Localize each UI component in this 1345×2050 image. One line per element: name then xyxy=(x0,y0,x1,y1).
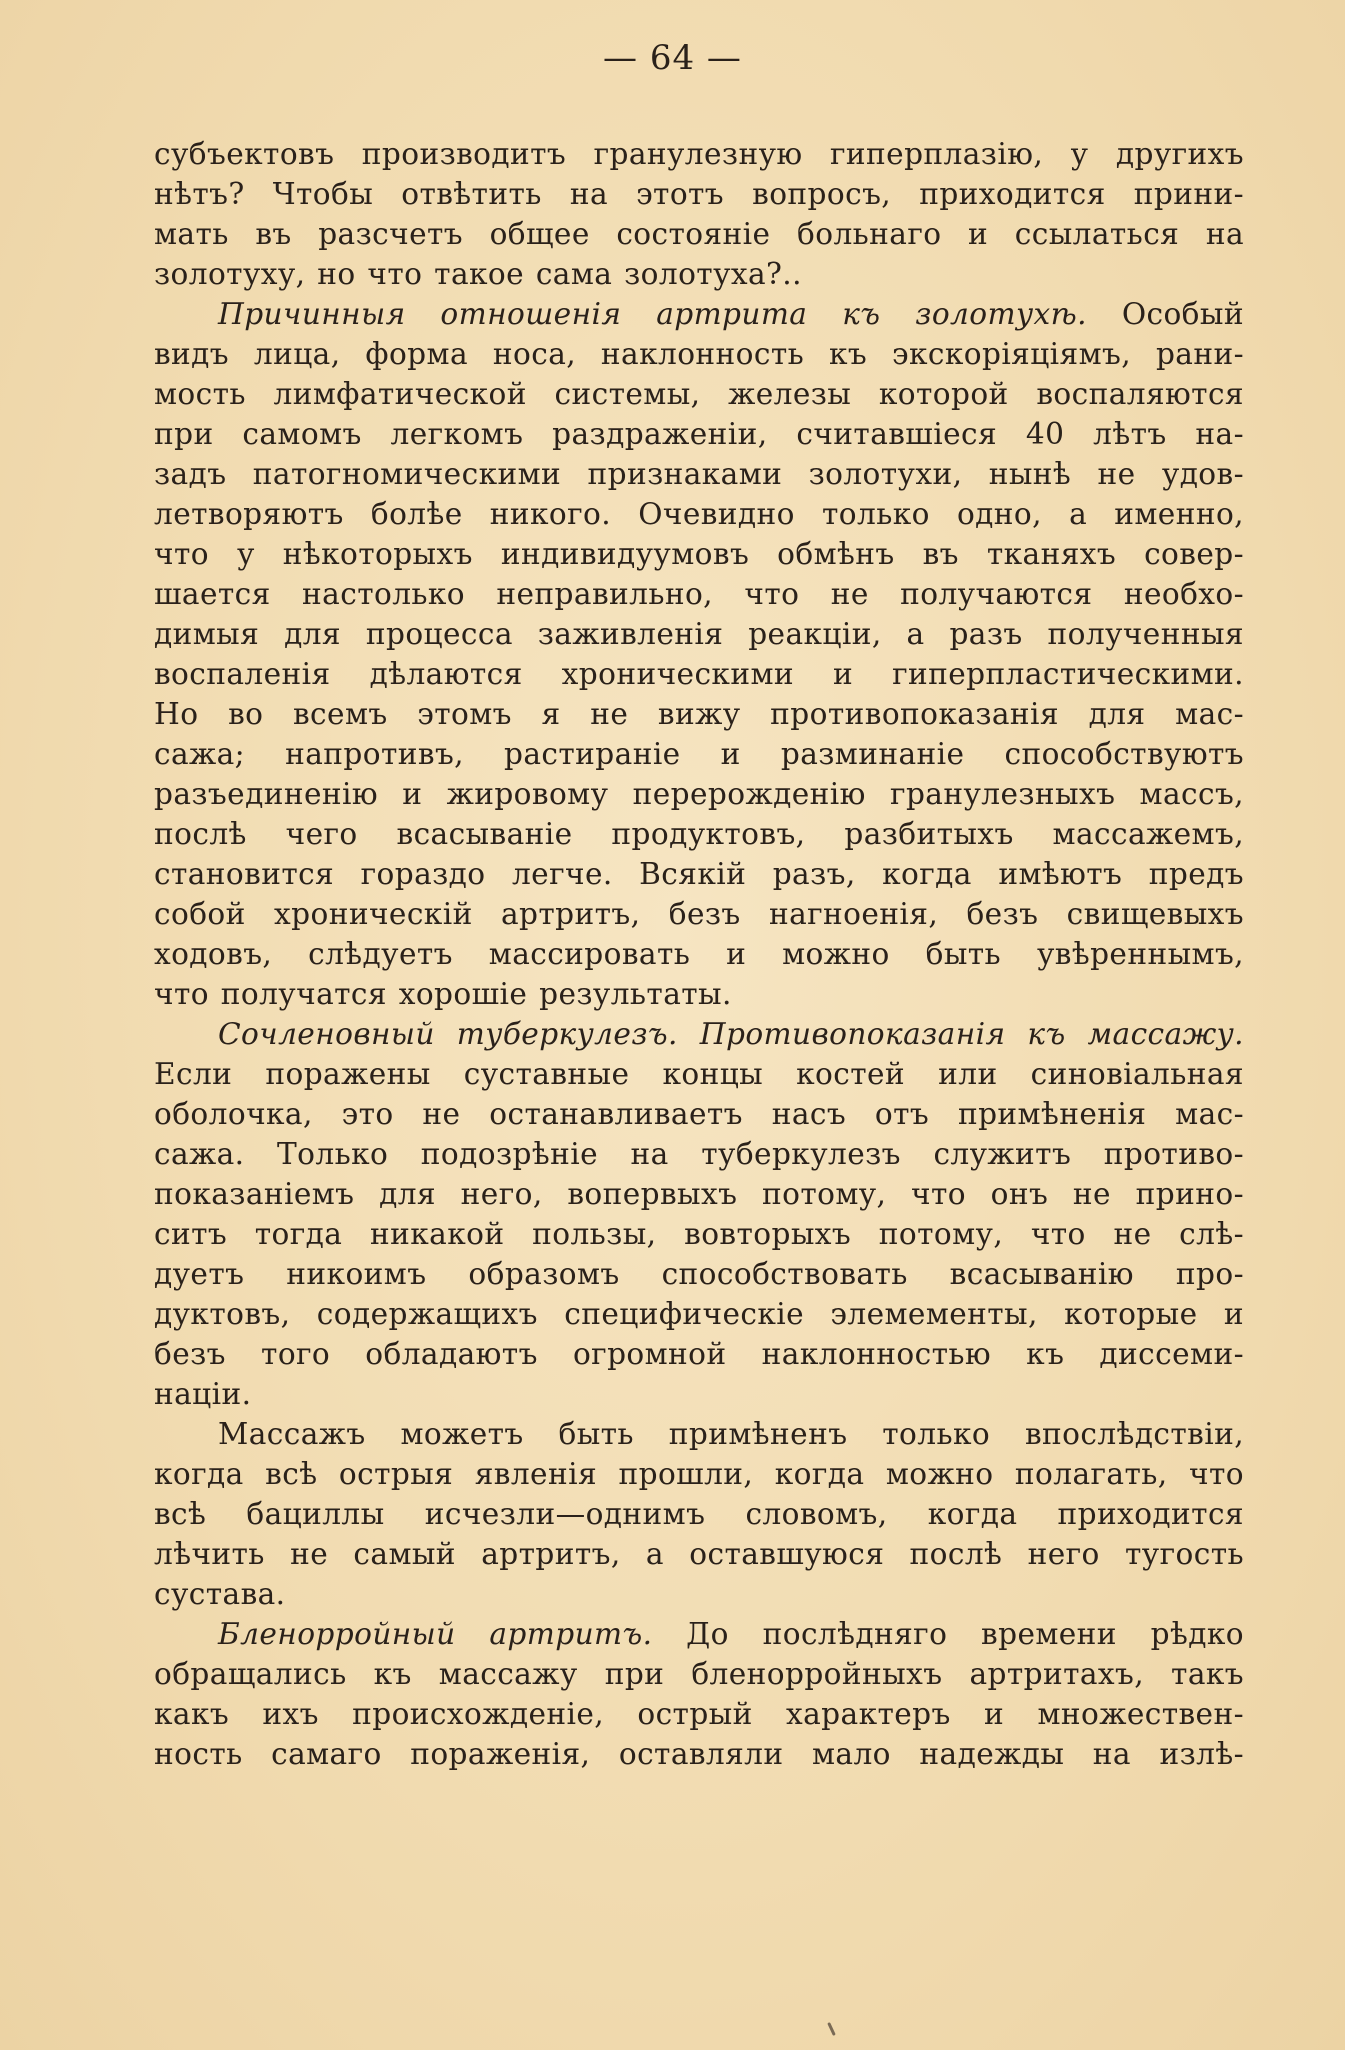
text-line: мость лимфатической системы, железы которой воспаляются xyxy=(154,377,1244,411)
section-heading: Бленорройный артритъ. xyxy=(218,1617,653,1651)
text-line-heading xyxy=(154,1614,1244,1654)
text-line: ность самаго пораженія, оставляли мало надежды на излѣ- xyxy=(154,1737,1244,1771)
text-line: какъ ихъ происхожденіе, острый характеръ и множествен- xyxy=(154,1697,1244,1731)
text-line: шается настолько неправильно, что не получаются необхо- xyxy=(154,577,1244,611)
text-line: Массажъ можетъ быть примѣненъ только впослѣдствіи, xyxy=(218,1417,1244,1451)
text-line: дуетъ никоимъ образомъ способствовать всасыванію про- xyxy=(154,1257,1244,1291)
text-line: при самомъ легкомъ раздраженіи, считавшіеся 40 лѣтъ на- xyxy=(154,417,1244,451)
section-heading: Сочленовный туберкулезъ. Противопоказанія къ массажу. xyxy=(218,1017,1244,1051)
text-line: сустава. xyxy=(154,1577,286,1611)
text-line: оболочка, это не останавливаетъ насъ отъ примѣненія мас- xyxy=(154,1097,1244,1131)
page-number: — 64 — xyxy=(603,38,742,78)
heading-continuation: Особый xyxy=(1086,297,1244,331)
text-line: безъ того обладаютъ огромной наклонностью къ диссеми- xyxy=(154,1337,1244,1371)
text-line: показаніемъ для него, вопервыхъ потому, что онъ не прино- xyxy=(154,1177,1244,1211)
text-line: субъектовъ производитъ гранулезную гиперплазію, у другихъ xyxy=(154,137,1244,171)
text-line-heading xyxy=(154,1014,1244,1054)
text-line: ситъ тогда никакой пользы, вовторыхъ потому, что не слѣ- xyxy=(154,1217,1244,1251)
text-line: летворяютъ болѣе никого. Очевидно только одно, а именно, xyxy=(154,497,1244,531)
text-line: становится гораздо легче. Всякій разъ, когда имѣютъ предъ xyxy=(154,857,1244,891)
text-line: воспаленія дѣлаются хроническими и гиперпластическими. xyxy=(154,657,1244,691)
text-line: сажа. Только подозрѣніе на туберкулезъ служитъ противо- xyxy=(154,1137,1244,1171)
paragraph-1 xyxy=(154,134,1244,294)
section-heading: Причинныя отношенія артрита къ золотухѣ. xyxy=(218,297,1087,331)
text-line: нѣтъ? Чтобы отвѣтить на этотъ вопросъ, приходится прини- xyxy=(154,177,1244,211)
paragraph-2 xyxy=(154,294,1244,1014)
text-line: всѣ бациллы исчезли—однимъ словомъ, когда приходится xyxy=(154,1497,1244,1531)
text-line-heading xyxy=(154,294,1244,334)
paragraph-4 xyxy=(154,1414,1244,1614)
text-line: дуктовъ, содержащихъ специфическіе элемементы, которые и xyxy=(154,1297,1244,1331)
text-line: сажа; напротивъ, растираніе и разминаніе способствуютъ xyxy=(154,737,1244,771)
text-line: золотуху, но что такое сама золотуха?.. xyxy=(154,257,802,291)
text-line: видъ лица, форма носа, наклонность къ экскоріяціямъ, рани- xyxy=(154,337,1244,371)
paragraph-5 xyxy=(154,1614,1244,1774)
body-text xyxy=(154,134,1244,1774)
text-line: лѣчить не самый артритъ, а оставшуюся послѣ него тугость xyxy=(154,1537,1244,1571)
text-line: что у нѣкоторыхъ индивидуумовъ обмѣнъ въ тканяхъ совер- xyxy=(154,537,1244,571)
text-line: разъединенію и жировому перерожденію гранулезныхъ массъ, xyxy=(154,777,1244,811)
text-line: послѣ чего всасываніе продуктовъ, разбитыхъ массажемъ, xyxy=(154,817,1244,851)
text-line: задъ патогномическими признаками золотухи, нынѣ не удов- xyxy=(154,457,1244,491)
text-line: когда всѣ острыя явленія прошли, когда можно полагать, что xyxy=(154,1457,1244,1491)
text-line: ходовъ, слѣдуетъ массировать и можно быть увѣреннымъ, xyxy=(154,937,1244,971)
text-line: димыя для процесса заживленія реакціи, а разъ полученныя xyxy=(154,617,1244,651)
text-line: націи. xyxy=(154,1377,252,1411)
text-line: Если поражены суставные концы костей или синовіальная xyxy=(154,1057,1244,1091)
text-line: мать въ разсчетъ общее состояніе больнаго и ссылаться на xyxy=(154,217,1244,251)
paragraph-3 xyxy=(154,1014,1244,1414)
text-line: обращались къ массажу при бленорройныхъ артритахъ, такъ xyxy=(154,1657,1244,1691)
heading-continuation: До послѣдняго времени рѣдко xyxy=(652,1617,1245,1651)
paper-speck xyxy=(827,2022,836,2036)
text-line: собой хроническій артритъ, безъ нагноенія, безъ свищевыхъ xyxy=(154,897,1244,931)
text-line: что получатся хорошіе результаты. xyxy=(154,977,732,1011)
text-line: Но во всемъ этомъ я не вижу противопоказанія для мас- xyxy=(154,697,1244,731)
